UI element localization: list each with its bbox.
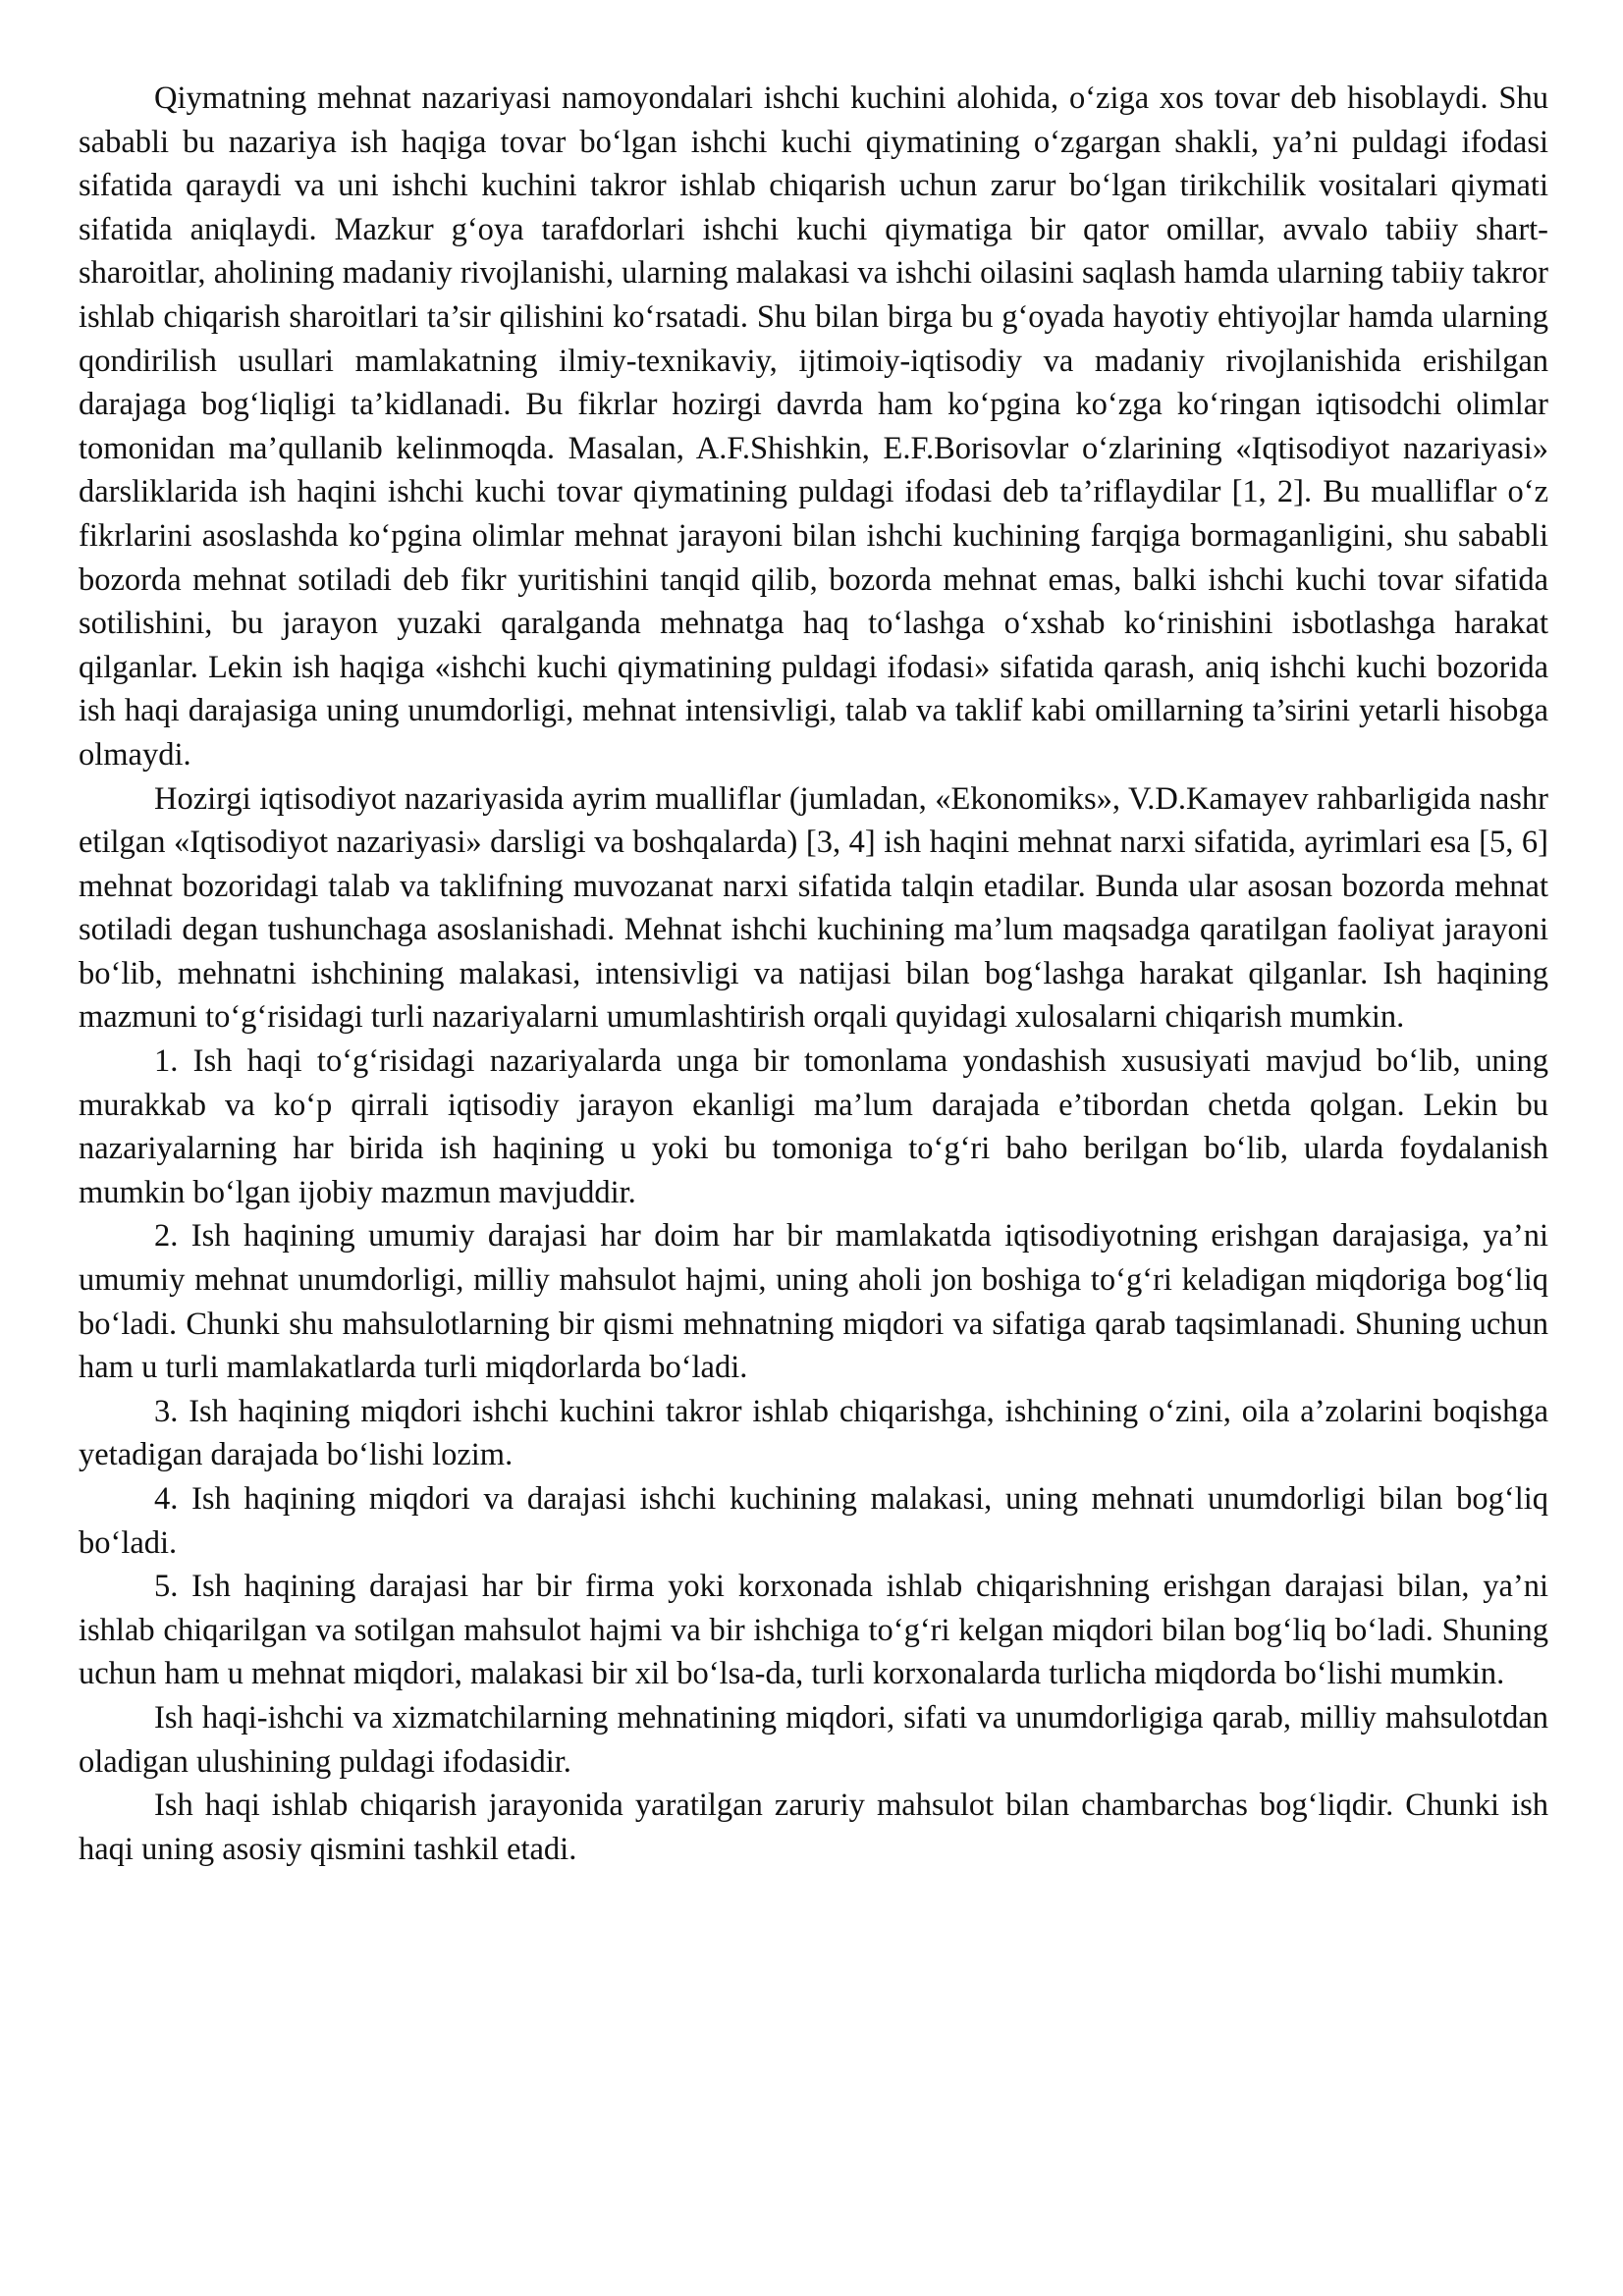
paragraph-wage-definition: Ish haqi-ishchi va xizmatchilarning mehnatining miqdori, sifati va unumdorligiga qarab, milliy mahsulotdan oladigan ulushining puldagi ifodasidir. — [79, 1699, 1548, 1780]
conclusion-item-2: 2. Ish haqining umumiy darajasi har doim har bir mamlakatda iqtisodiyotning erishgan darajasiga, ya’ni umumiy mehnat unumdorligi, milliy mahsulot hajmi, uning aholi jon boshiga to‘g‘ri keladigan miqdoriga bog‘liq bo‘ladi. Chunki shu mahsulotlarning bir qismi mehnatning miqdori va sifatiga qarab taqsimlanadi. Shuning uchun ham u turli mamlakatlarda turli miqdorlarda bo‘ladi. — [79, 1218, 1548, 1386]
paragraph-labor-theory: Qiymatning mehnat nazariyasi namoyondalari ishchi kuchini alohida, o‘ziga xos tovar deb hisoblaydi. Shu sababli bu nazariya ish haqiga tovar bo‘lgan ishchi kuchi qiymatining o‘zgargan shakli, ya’ni puldagi ifodasi sifatida qaraydi va uni ishchi kuchini takror ishlab chiqarish uchun zarur bo‘lgan tirikchilik vositalari qiymati sifatida aniqlaydi. Mazkur g‘oya tarafdorlari ishchi kuchi qiymatiga bir qator omillar, avvalo tabiiy shart-sharoitlar, aholining madaniy rivojlanishi, ularning malakasi va ishchi oilasini saqlash hamda ularning tabiiy takror ishlab chiqarish sharoitlari ta’sir qilishini ko‘rsatadi. Shu bilan birga bu g‘oyada hayotiy ehtiyojlar hamda ularning qondirilish usullari mamlakatning ilmiy-texnikaviy, ijtimoiy-iqtisodiy va madaniy rivojlanishida erishilgan darajaga bog‘liqligi ta’kidlanadi. Bu fikrlar hozirgi davrda ham ko‘pgina ko‘zga ko‘ringan iqtisodchi olimlar tomonidan ma’qullanib kelinmoqda. Masalan, A.F.Shishkin, E.F.Borisovlar o‘zlarining «Iqtisodiyot nazariyasi» darsliklarida ish haqini ishchi kuchi tovar qiymatining puldagi ifodasi deb ta’riflaydilar [1, 2]. Bu mualliflar o‘z fikrlarini asoslashda ko‘pgina olimlar mehnat jarayoni bilan ishchi kuchining farqiga bormaganligini, shu sababli bozorda mehnat sotiladi deb fikr yuritishini tanqid qilib, bozorda mehnat emas, balki ishchi kuchi tovar sifatida sotilishini, bu jarayon yuzaki qaralganda mehnatga haq to‘lashga o‘xshab ko‘rinishini isbotlashga harakat qilganlar. Lekin ish haqiga «ishchi kuchi qiymatining puldagi ifodasi» sifatida qarash, aniq ishchi kuchi bozorida ish haqi darajasiga uning unumdorligi, mehnat intensivligi, talab va taklif kabi omillarning ta’sirini yetarli hisobga olmaydi. — [79, 80, 1548, 773]
conclusion-item-4: 4. Ish haqining miqdori va darajasi ishchi kuchining malakasi, uning mehnati unumdorligi bilan bog‘liq bo‘ladi. — [79, 1481, 1548, 1561]
paragraph-modern-theory: Hozirgi iqtisodiyot nazariyasida ayrim mualliflar (jumladan, «Ekonomiks», V.D.Kamayev rahbarligida nashr etilgan «Iqtisodiyot nazariyasi» darsligi va boshqalarda) [3, 4] ish haqini mehnat narxi sifatida, ayrimlari esa [5, 6] mehnat bozoridagi talab va taklifning muvozanat narxi sifatida talqin etadilar. Bunda ular asosan bozorda mehnat sotiladi degan tushunchaga asoslanishadi. Mehnat ishchi kuchining ma’lum maqsadga qaratilgan faoliyat jarayoni bo‘lib, mehnatni ishchining malakasi, intensivligi va natijasi bilan bog‘lashga harakat qilganlar. Ish haqining mazmuni to‘g‘risidagi turli nazariyalarni umumlashtirish orqali quyidagi xulosalarni chiqarish mumkin. — [79, 780, 1548, 1036]
conclusion-item-1: 1. Ish haqi to‘g‘risidagi nazariyalarda unga bir tomonlama yondashish xususiyati mavjud bo‘lib, uning murakkab va ko‘p qirrali iqtisodiy jarayon ekanligi ma’lum darajada e’tibordan chetda qolgan. Lekin bu nazariyalarning har birida ish haqining u yoki bu tomoniga to‘g‘ri baho berilgan bo‘lib, ularda foydalanish mumkin bo‘lgan ijobiy mazmun mavjuddir. — [79, 1043, 1548, 1210]
paragraph-wage-necessary-product: Ish haqi ishlab chiqarish jarayonida yaratilgan zaruriy mahsulot bilan chambarchas bog‘liqdir. Chunki ish haqi uning asosiy qismini tashkil etadi. — [79, 1788, 1548, 1867]
conclusion-item-3: 3. Ish haqining miqdori ishchi kuchini takror ishlab chiqarishga, ishchining o‘zini, oila a’zolarini boqishga yetadigan darajada bo‘lishi lozim. — [79, 1393, 1548, 1473]
document-page — [79, 77, 1548, 1871]
conclusion-item-5: 5. Ish haqining darajasi har bir firma yoki korxonada ishlab chiqarishning erishgan darajasi bilan, ya’ni ishlab chiqarilgan va sotilgan mahsulot hajmi va bir ishchiga to‘g‘ri kelgan miqdori bilan bog‘liq bo‘ladi. Shuning uchun ham u mehnat miqdori, malakasi bir xil bo‘lsa-da, turli korxonalarda turlicha miqdorda bo‘lishi mumkin. — [79, 1569, 1548, 1692]
